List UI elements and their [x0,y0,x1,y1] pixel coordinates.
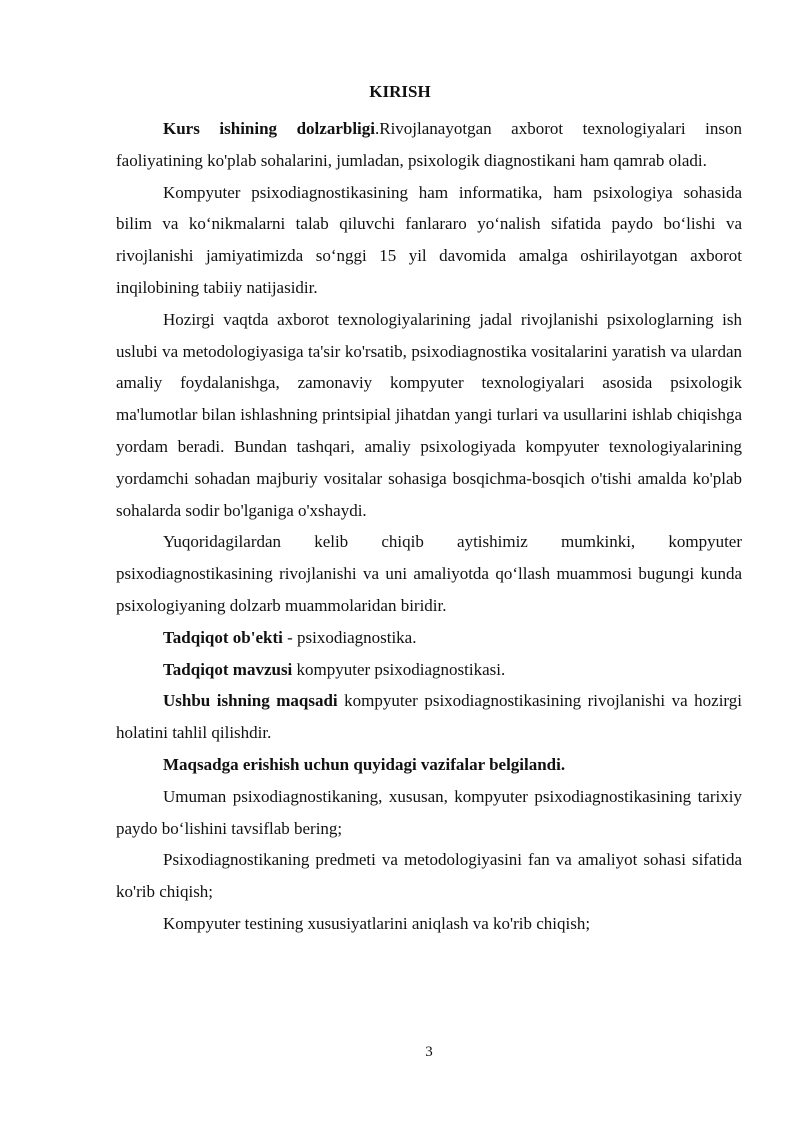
body-text [116,113,742,940]
paragraph-problem-statement [116,526,742,621]
page-title: KIRISH [369,82,431,101]
paragraph-computer-psychodiagnostics [116,177,742,304]
paragraph-lead: Ushbu ishning maqsadi [163,691,338,711]
paragraph-task-methodology [116,844,742,908]
paragraph-relevance [116,113,742,177]
paragraph-lead: Kurs ishining dolzarbligi [163,119,375,138]
paragraph-text: .Rivojlanayotgan axborot texnologiyalari inson faoliyatining ko'plab sohalarini, jumladan, psixologik diagnostikani ham qamrab oladi. [116,119,742,170]
paragraph-research-object [116,622,742,654]
paragraph-text: kompyuter psixodiagnostikasi. [292,659,506,679]
page-number: 3 [425,1044,433,1060]
paragraph-text: Kompyuter psixodiagnostikasining ham informatika, ham psixologiya sohasida bilim va ko‘nikmalarni talab qiluvchi fanlararo yo‘nalish sifatida paydo bo‘lishi va rivojlanishi jamiyatimizda so‘nggi 15 yil davomida amalga oshirilayotgan axborot inqilobining tabiiy natijasidir. [116,182,742,297]
paragraph-task-computer-testing [116,908,742,940]
paragraph-information-technologies [116,304,742,527]
paragraph-text: Hozirgi vaqtda axborot texnologiyalarining jadal rivojlanishi psixologlarning ish uslubi va metodologiyasiga ta'sir ko'rsatib, psixodiagnostika vositalarini yaratish va ulardan amaliy foydalanishga, zamonaviy kompyuter texnologiyalari asosida psixologik ma'lumotlar bilan ishlashning printsipial jihatdan yangi turlari va usullarini ishlab chiqishga yordam beradi. Bundan tashqari, amaliy psixologiyada kompyuter texnologiyalarining yordamchi sohadan majburiy vositalar sohasiga bosqichma-bosqich o'tishi amalda ko'plab sohalarda sodir bo'lganiga o'xshaydi. [116,309,742,520]
paragraph-text: Kompyuter testining xususiyatlarini aniqlash va ko'rib chiqish; [163,913,591,933]
paragraph-research-goal [116,685,742,749]
paragraph-task-history [116,781,742,845]
paragraph-lead: Tadqiqot ob'ekti [163,627,283,647]
paragraph-text: kompyuter psixodiagnostikasining rivojlanishi va hozirgi holatini tahlil qilishdir. [116,691,742,743]
paragraph-text: Umuman psixodiagnostikaning, xususan, kompyuter psixodiagnostikasining tarixiy paydo bo‘lishini tavsiflab bering; [116,786,742,838]
paragraph-text: - psixodiagnostika. [282,627,417,647]
paragraph-lead: Maqsadga erishish uchun quyidagi vazifalar belgilandi. [163,754,566,774]
paragraph-text: Yuqoridagilardan kelib chiqib aytishimiz mumkinki, kompyuter psixodiagnostikasining rivojlanishi va uni amaliyotda qo‘llash muammosi bugungi kunda psixologiyaning dolzarb muammolaridan biridir. [116,532,742,615]
paragraph-research-subject [116,654,742,686]
paragraph-tasks-heading [116,749,742,781]
paragraph-lead: Tadqiqot mavzusi [163,659,293,679]
paragraph-text: Psixodiagnostikaning predmeti va metodologiyasini fan va amaliyot sohasi sifatida ko'rib chiqish; [116,850,742,902]
